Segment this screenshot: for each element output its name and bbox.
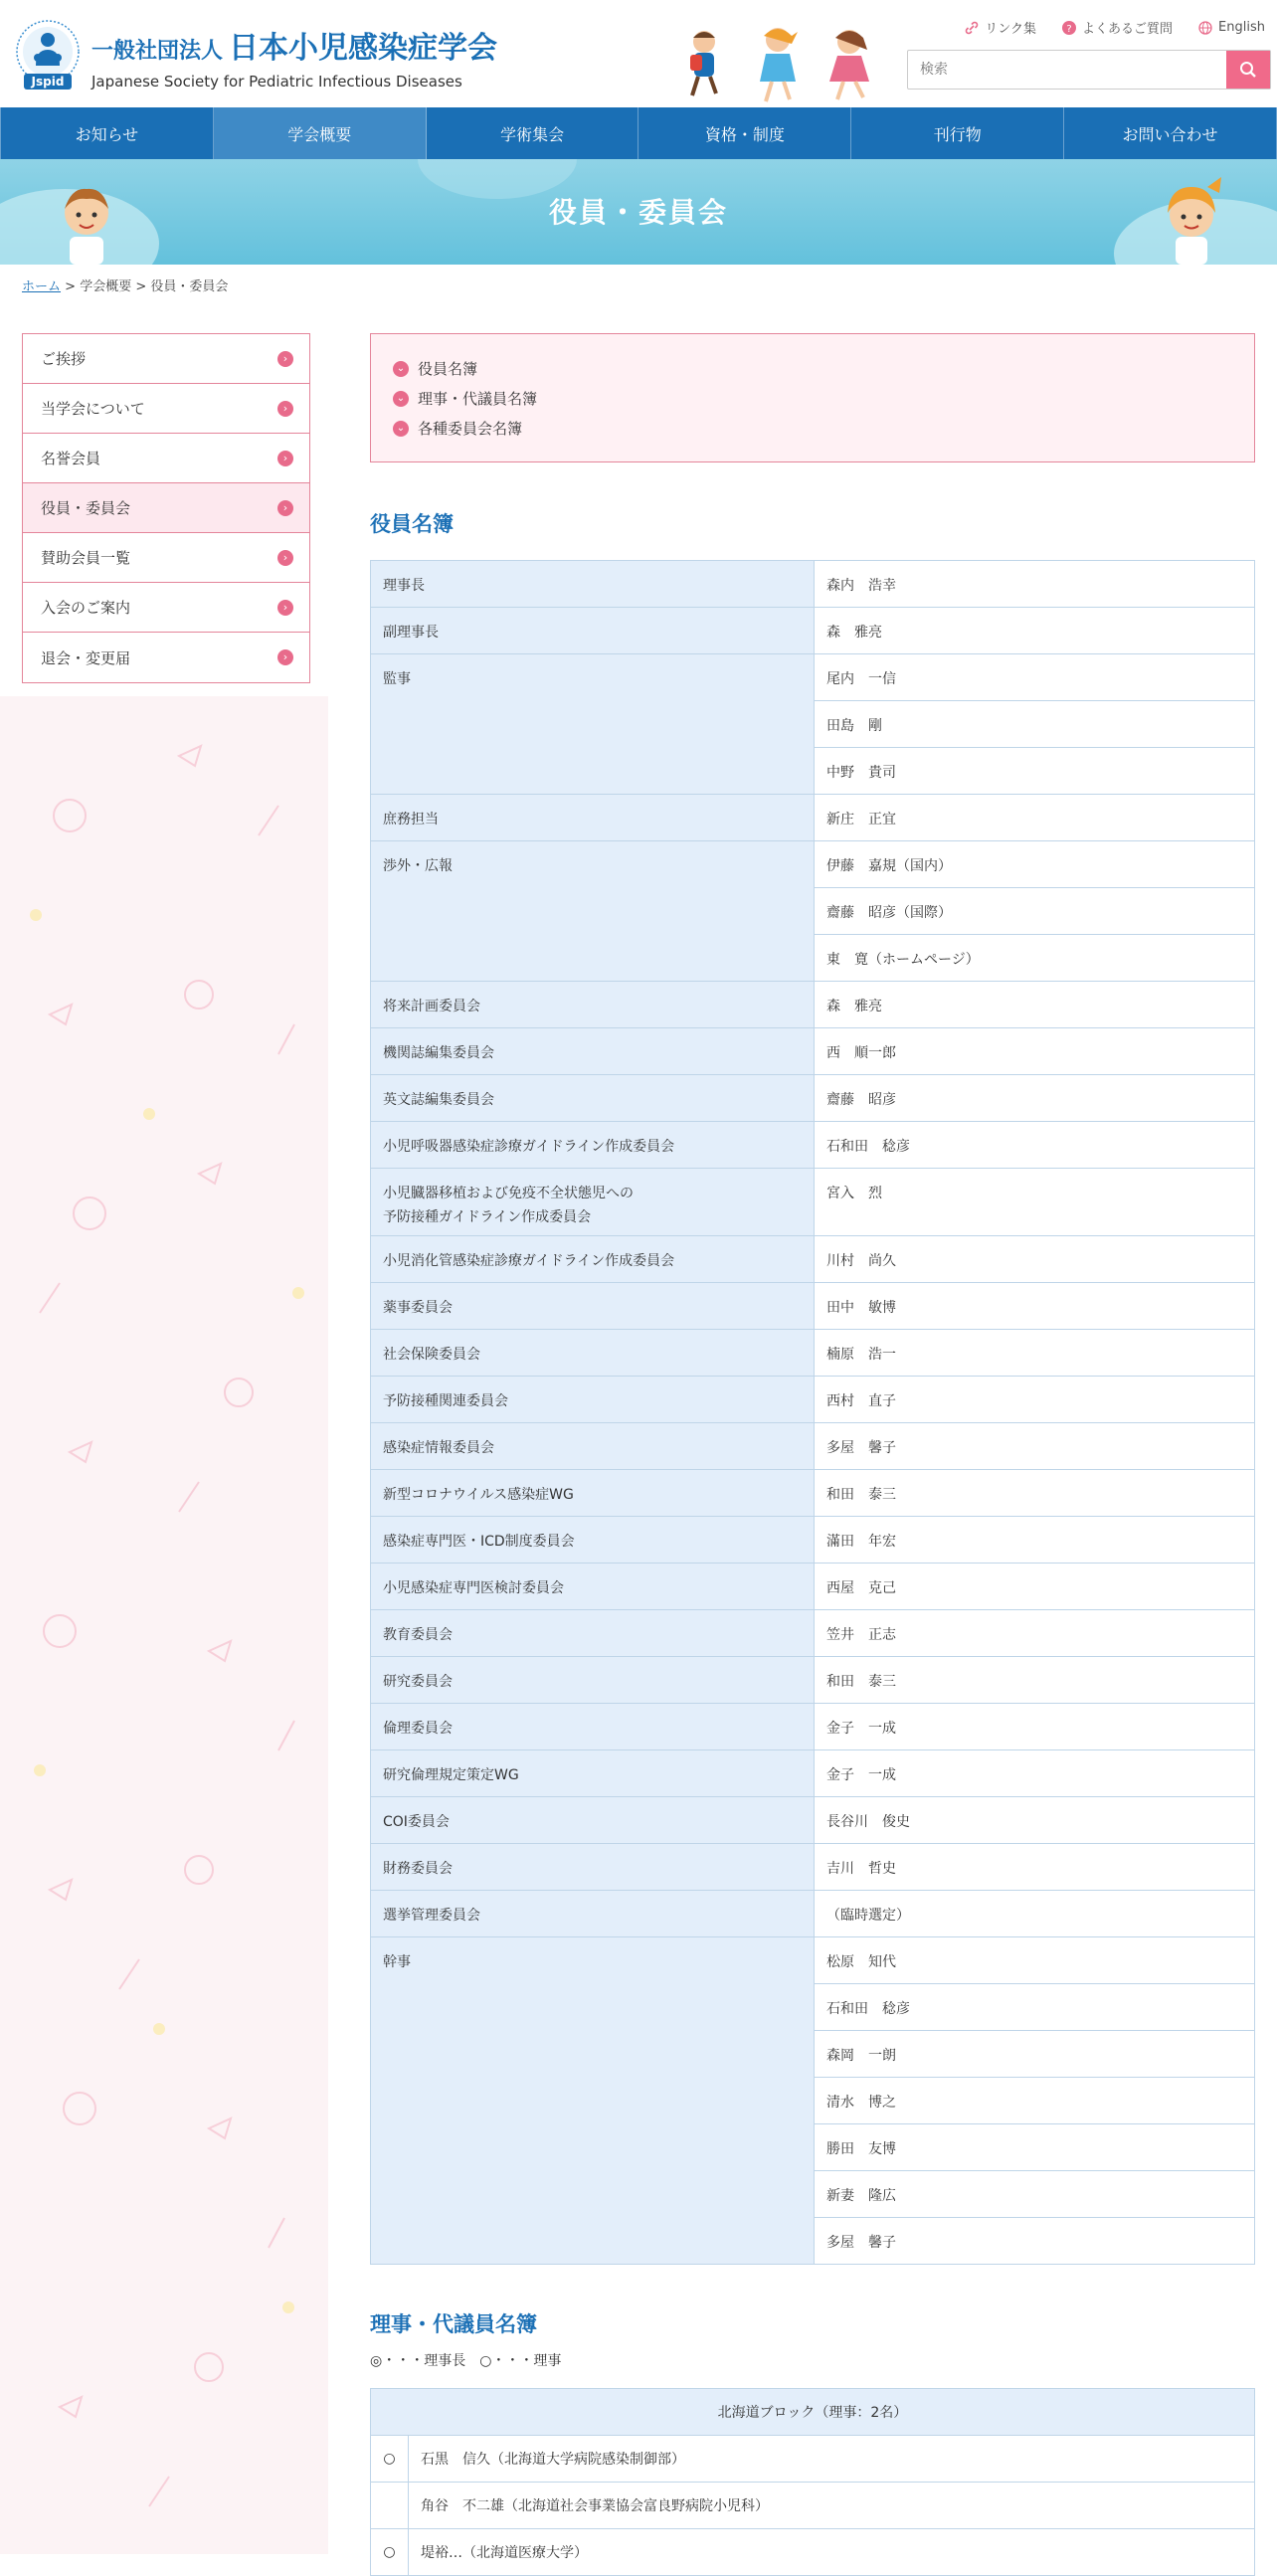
directors-table (370, 2388, 1255, 2576)
officer-role (371, 561, 815, 608)
search-button[interactable] (1226, 51, 1270, 89)
officer-name: 金子 一成 (815, 1704, 1255, 1750)
officer-row (371, 1169, 1255, 1236)
officer-row (371, 561, 1255, 608)
officer-role-text: 庶務担当 (383, 812, 439, 828)
officer-name: 新妻 隆広 (815, 2171, 1255, 2218)
page-title: 役員・委員会 (548, 196, 728, 229)
officer-name: 金子 一成 (815, 1750, 1255, 1797)
officer-role (371, 1937, 815, 2265)
officer-name: 西 順一郎 (815, 1028, 1255, 1075)
anchor-links-box (370, 333, 1255, 462)
officer-name: 尾内 一信 (815, 654, 1255, 701)
officer-name: 西屋 克己 (815, 1564, 1255, 1610)
officer-name: 滿田 年宏 (815, 1517, 1255, 1564)
sidebar-item-label: ご挨拶 (41, 350, 87, 368)
officer-name: 川村 尚久 (815, 1236, 1255, 1283)
sidebar-item-label: 退会・変更届 (41, 648, 131, 667)
officer-role-text: 薬事委員会 (383, 1300, 453, 1316)
section-title-directors: 理事・代議員名簿 (370, 2312, 537, 2336)
breadcrumb-separator: > (131, 279, 151, 294)
nav-item-contact[interactable] (1064, 107, 1277, 159)
officers-table (370, 560, 1255, 2265)
anchor-label: 各種委員会名簿 (418, 420, 523, 438)
officer-role (371, 1236, 815, 1283)
officer-row (371, 1122, 1255, 1169)
sidebar-menu (22, 333, 310, 683)
officer-role-text: 将来計画委員会 (383, 999, 480, 1014)
officer-name: 長谷川 俊史 (815, 1797, 1255, 1844)
officer-role (371, 1169, 815, 1236)
officer-role-text: 小児臓器移植および免疫不全状態児への (383, 1186, 634, 1201)
officer-role (371, 1517, 815, 1564)
officer-role-text: 選挙管理委員会 (383, 1908, 480, 1924)
search-input[interactable] (908, 51, 1226, 89)
officer-role (371, 1891, 815, 1937)
util-link-label: English (1218, 20, 1265, 35)
sidebar-pattern-background (0, 696, 328, 2554)
officer-role (371, 1657, 815, 1704)
officer-role-text: 副理事長 (383, 625, 439, 641)
breadcrumb-home-link[interactable]: ホーム (22, 279, 62, 294)
officer-role-text: 倫理委員会 (383, 1721, 453, 1737)
director-name: 堤裕…（北海道医療大学） (409, 2529, 1255, 2576)
officer-role (371, 1028, 815, 1075)
officer-row (371, 1283, 1255, 1330)
officer-row (371, 1750, 1255, 1797)
svg-text:?: ? (1066, 23, 1072, 35)
officer-row (371, 982, 1255, 1028)
officer-row (371, 1797, 1255, 1844)
officer-role-text: 予防接種ガイドライン作成委員会 (383, 1209, 592, 1225)
officer-row (371, 1423, 1255, 1470)
page-banner (0, 159, 1277, 265)
officer-role-text: 予防接種関連委員会 (383, 1393, 508, 1409)
officer-role-text: 小児感染症専門医検討委員会 (383, 1580, 564, 1596)
officer-name: 西村 直子 (815, 1377, 1255, 1423)
officer-name: 清水 博之 (815, 2078, 1255, 2124)
util-link-links[interactable] (965, 18, 1036, 37)
sidebar-item-supporting[interactable] (23, 533, 309, 583)
officer-name: 石和田 稔彦 (815, 1984, 1255, 2031)
officer-row (371, 1028, 1255, 1075)
officer-role (371, 795, 815, 841)
officer-role-text: 機関誌編集委員会 (383, 1045, 494, 1061)
chevron-right-icon: › (277, 500, 293, 516)
sidebar-item-about[interactable] (23, 384, 309, 434)
officer-role (371, 1470, 815, 1517)
officer-name: 楠原 浩一 (815, 1330, 1255, 1377)
officer-role-text: 感染症情報委員会 (383, 1440, 494, 1456)
director-mark (371, 2483, 409, 2529)
util-link-label: よくあるご質問 (1082, 22, 1174, 37)
officer-role (371, 1122, 815, 1169)
chevron-right-icon: › (277, 451, 293, 466)
officer-role-text: 小児消化管感染症診療ガイドライン作成委員会 (383, 1253, 675, 1269)
officer-role-text: 新型コロナウイルス感染症WG (383, 1487, 574, 1503)
link-icon (965, 21, 979, 35)
chevron-down-icon: ⌄ (393, 421, 409, 437)
anchor-link-committees[interactable] (393, 418, 1234, 439)
nav-item-publications[interactable] (851, 107, 1064, 159)
sidebar-item-honorary[interactable] (23, 434, 309, 483)
nav-item-qualification[interactable] (638, 107, 851, 159)
officer-row (371, 1937, 1255, 1984)
director-name: 角谷 不二雄（北海道社会事業協会富良野病院小児科） (409, 2483, 1255, 2529)
nav-label: 刊行物 (933, 124, 982, 144)
officer-role (371, 1750, 815, 1797)
utility-links (965, 18, 1265, 37)
org-name: 日本小児感染症学会 (229, 31, 498, 66)
officer-row (371, 1236, 1255, 1283)
chevron-right-icon: › (277, 649, 293, 665)
main-content (370, 333, 1255, 2576)
officer-name: 勝田 友博 (815, 2124, 1255, 2171)
officer-name: （臨時選定） (815, 1891, 1255, 1937)
officer-role-text: COI委員会 (383, 1814, 450, 1830)
breadcrumb-separator: > (61, 279, 81, 294)
site-logo[interactable] (14, 20, 497, 93)
officer-role (371, 841, 815, 982)
director-row (371, 2529, 1255, 2576)
sidebar-item-label: 名誉会員 (41, 450, 101, 467)
officer-name: 笠井 正志 (815, 1610, 1255, 1657)
officer-name: 伊藤 嘉規（国内） (815, 841, 1255, 888)
officer-role-text: 英文誌編集委員会 (383, 1092, 494, 1108)
breadcrumb-parent: 学会概要 (80, 279, 132, 294)
sidebar-item-withdraw[interactable] (23, 633, 309, 682)
officer-name: 森 雅亮 (815, 608, 1255, 654)
officer-role (371, 1844, 815, 1891)
nav-item-about[interactable] (214, 107, 427, 159)
anchor-link-officers[interactable] (393, 358, 1234, 379)
officer-role (371, 1283, 815, 1330)
breadcrumb (22, 276, 228, 294)
officer-name: 森 雅亮 (815, 982, 1255, 1028)
nav-label: 資格・制度 (704, 124, 785, 144)
officer-name: 吉川 哲史 (815, 1844, 1255, 1891)
director-row (371, 2436, 1255, 2483)
officer-row (371, 841, 1255, 888)
officer-role (371, 1564, 815, 1610)
officer-name: 新庄 正宜 (815, 795, 1255, 841)
officer-row (371, 654, 1255, 701)
officer-role-text: 財務委員会 (383, 1861, 453, 1877)
site-header (0, 0, 1277, 107)
officer-role (371, 1330, 815, 1377)
officer-role (371, 1797, 815, 1844)
officer-role-text: 研究倫理規定策定WG (383, 1767, 519, 1783)
director-mark: ○ (371, 2436, 409, 2483)
jspid-logo-icon (14, 20, 82, 93)
block-header: 北海道ブロック（理事：2名） (371, 2389, 1255, 2436)
officer-row (371, 1704, 1255, 1750)
search-icon (1239, 61, 1257, 79)
officer-row (371, 1517, 1255, 1564)
officer-row (371, 1657, 1255, 1704)
officer-name: 松原 知代 (815, 1937, 1255, 1984)
legend-text: ◎・・・理事長 ○・・・理事 (370, 2353, 562, 2369)
officer-role (371, 1610, 815, 1657)
officer-role-text: 幹事 (383, 1954, 411, 1970)
officer-name: 和田 泰三 (815, 1470, 1255, 1517)
officer-role-text: 小児呼吸器感染症診療ガイドライン作成委員会 (383, 1139, 675, 1155)
breadcrumb-current: 役員・委員会 (150, 279, 229, 294)
chevron-right-icon: › (277, 401, 293, 417)
officer-role (371, 1423, 815, 1470)
org-name-en: Japanese Society for Pediatric Infectious Diseases (91, 73, 462, 91)
nav-item-news[interactable] (0, 107, 214, 159)
officer-row (371, 1844, 1255, 1891)
officer-name: 田島 剛 (815, 701, 1255, 748)
sidebar-item-greeting[interactable] (23, 334, 309, 384)
anchor-label: 理事・代議員名簿 (418, 390, 538, 408)
officer-role-text: 教育委員会 (383, 1627, 453, 1643)
officer-name: 多屋 馨子 (815, 2218, 1255, 2265)
nav-label: 学会概要 (287, 124, 352, 144)
officer-row (371, 1377, 1255, 1423)
chevron-right-icon: › (277, 550, 293, 566)
officer-name: 和田 泰三 (815, 1657, 1255, 1704)
officer-row (371, 1610, 1255, 1657)
director-mark: ○ (371, 2529, 409, 2576)
util-link-english[interactable] (1198, 18, 1265, 37)
officer-role-text: 感染症専門医・ICD制度委員会 (383, 1534, 575, 1550)
officer-row (371, 1891, 1255, 1937)
logo-wordmark: Jspid (31, 75, 65, 89)
doodle-pattern (0, 696, 328, 2554)
officer-name: 齋藤 昭彦 (815, 1075, 1255, 1122)
officer-name: 東 寛（ホームページ） (815, 935, 1255, 982)
officer-role (371, 1704, 815, 1750)
anchor-link-directors[interactable] (393, 388, 1234, 409)
officer-name: 齋藤 昭彦（国際） (815, 888, 1255, 935)
director-row (371, 2483, 1255, 2529)
sidebar-item-label: 入会のご案内 (41, 599, 131, 617)
officer-role (371, 1075, 815, 1122)
chevron-right-icon: › (277, 351, 293, 367)
officer-name: 森岡 一朗 (815, 2031, 1255, 2078)
org-type: 一般社団法人 (91, 39, 224, 64)
sidebar-item-label: 賛助会員一覧 (41, 549, 131, 567)
officer-role-text: 研究委員会 (383, 1674, 453, 1690)
director-name: 石黒 信久（北海道大学病院感染制御部） (409, 2436, 1255, 2483)
chevron-down-icon: ⌄ (393, 391, 409, 407)
sidebar-item-label: 役員・委員会 (41, 499, 131, 517)
officer-role (371, 982, 815, 1028)
officer-name: 中野 貴司 (815, 748, 1255, 795)
officer-name: 石和田 稔彦 (815, 1122, 1255, 1169)
util-link-faq[interactable] (1062, 18, 1173, 37)
officer-role (371, 654, 815, 795)
officer-row (371, 608, 1255, 654)
officer-role (371, 1377, 815, 1423)
officer-name: 多屋 馨子 (815, 1423, 1255, 1470)
nav-label: 学術集会 (500, 124, 565, 144)
util-link-label: リンク集 (985, 22, 1037, 37)
officer-row (371, 1075, 1255, 1122)
officer-row (371, 1330, 1255, 1377)
sidebar-item-join[interactable] (23, 583, 309, 633)
anchor-label: 役員名簿 (418, 360, 478, 378)
officer-name: 田中 敏博 (815, 1283, 1255, 1330)
globe-icon (1198, 21, 1212, 35)
sidebar-item-label: 当学会について (41, 400, 145, 418)
global-nav (0, 107, 1277, 159)
officer-role-text: 理事長 (383, 578, 425, 594)
section-title-officers: 役員名簿 (370, 512, 454, 536)
officer-role-text: 監事 (383, 671, 411, 687)
chevron-down-icon: ⌄ (393, 361, 409, 377)
sidebar-item-officers[interactable] (23, 483, 309, 533)
chevron-right-icon: › (277, 600, 293, 616)
officer-row (371, 795, 1255, 841)
nav-label: お問い合わせ (1122, 124, 1218, 144)
officer-name: 宮入 烈 (815, 1169, 1255, 1236)
nav-label: お知らせ (75, 124, 139, 144)
kids-illustration (678, 20, 889, 105)
officer-row (371, 1564, 1255, 1610)
officer-role-text: 社会保険委員会 (383, 1347, 480, 1363)
officer-name: 森内 浩幸 (815, 561, 1255, 608)
officer-role (371, 608, 815, 654)
nav-item-meeting[interactable] (427, 107, 639, 159)
question-icon (1062, 21, 1076, 35)
search-box (907, 50, 1271, 90)
officer-role-text: 渉外・広報 (383, 858, 453, 874)
officer-row (371, 1470, 1255, 1517)
